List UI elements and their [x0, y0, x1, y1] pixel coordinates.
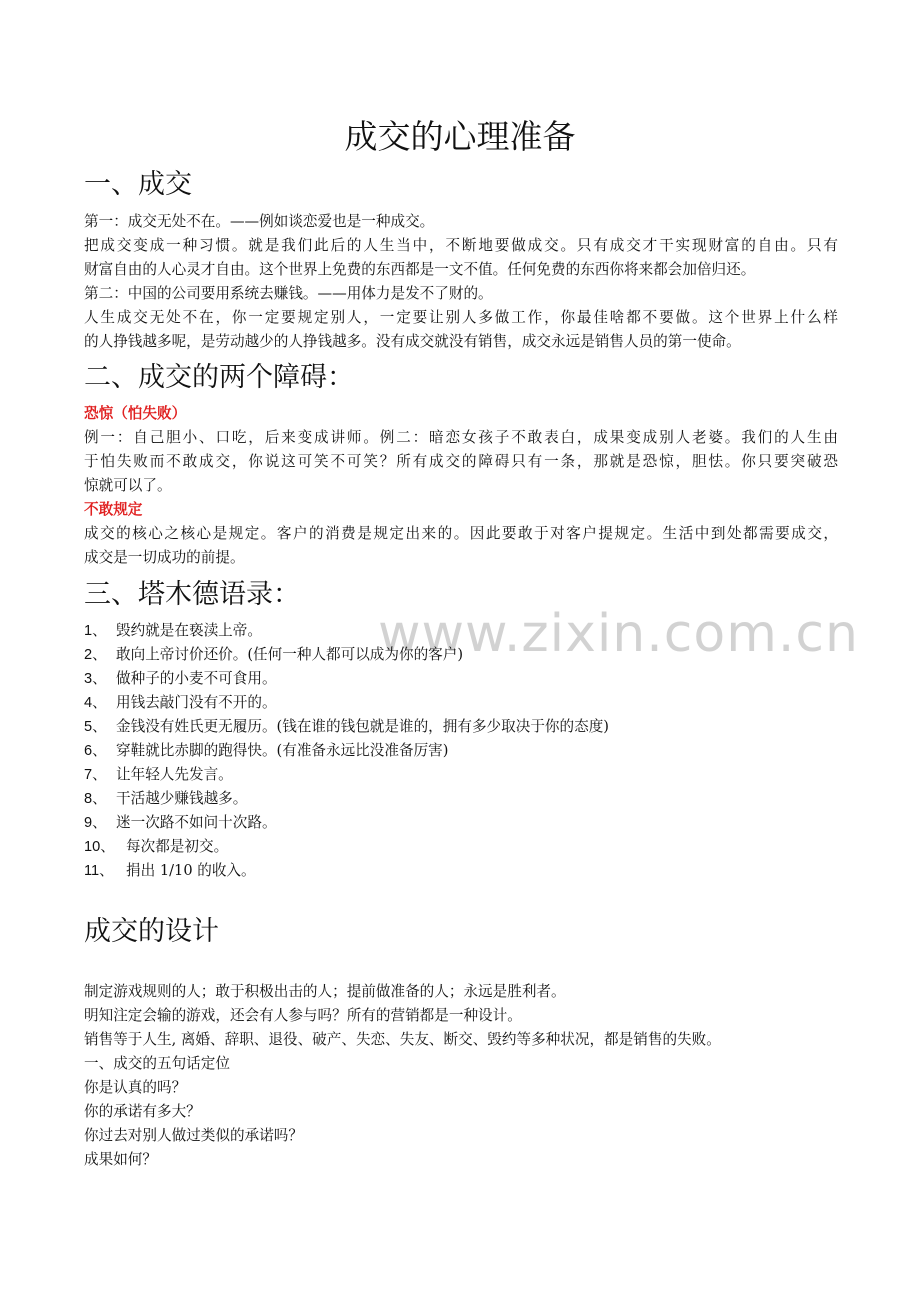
paragraph-line: 你过去对别人做过类似的承诺吗？ [84, 1127, 303, 1144]
section-heading-2: 二、成交的两个障碍： [84, 362, 354, 393]
paragraph-line: 于怕失败而不敢成交，你说这可笑不可笑？所有成交的障碍只有一条，那就是恐惊，胆怯。你只要突破恐 [84, 453, 838, 470]
list-text: 捐出 1/10 的收入。 [126, 862, 256, 879]
subheading-dare-not-require: 不敢规定 [84, 501, 143, 518]
list-number: 2、 [84, 647, 107, 663]
list-text: 让年轻人先发言。 [116, 766, 233, 783]
paragraph-line: 第一：成交无处不在。——例如谈恋爱也是一种成交。 [84, 213, 435, 230]
section-heading-4: 成交的设计 [84, 916, 219, 947]
list-number: 3、 [84, 671, 107, 687]
list-text: 穿鞋就比赤脚的跑得快。(有准备永远比没准备厉害) [116, 742, 449, 759]
paragraph-line: 成交是一切成功的前提。 [84, 549, 245, 566]
paragraph-line: 你的承诺有多大？ [84, 1103, 201, 1120]
list-item [84, 835, 228, 859]
list-text: 做种子的小麦不可食用。 [116, 670, 277, 687]
paragraph-line: 明知注定会输的游戏，还会有人参与吗？所有的营销都是一种设计。 [84, 1007, 522, 1024]
list-number: 9、 [84, 815, 107, 831]
paragraph-line: 成果如何？ [84, 1151, 157, 1168]
list-text: 迷一次路不如问十次路。 [116, 814, 277, 831]
paragraph-line: 的人挣钱越多呢，是劳动越少的人挣钱越多。没有成交就没有销售，成交永远是销售人员的第一使命。 [84, 333, 741, 350]
watermark: www.zixin.com.cn [378, 604, 859, 664]
list-text: 敢向上帝讨价还价。(任何一种人都可以成为你的客户) [116, 646, 464, 663]
list-item [84, 763, 233, 787]
paragraph-line: 你是认真的吗？ [84, 1079, 187, 1096]
list-text: 毁约就是在亵渎上帝。 [116, 622, 262, 639]
section-heading-1: 一、成交 [84, 169, 192, 200]
list-text: 干活越少赚钱越多。 [116, 790, 248, 807]
paragraph-line: 成交的核心之核心是规定。客户的消费是规定出来的。因此要敢于对客户提规定。生活中到处都需要成交， [84, 525, 838, 542]
paragraph-line: 例一：自己胆小、口吃，后来变成讲师。例二：暗恋女孩子不敢表白，成果变成别人老婆。我们的人生由 [84, 429, 838, 446]
list-item [84, 859, 256, 883]
list-item [84, 667, 277, 691]
list-number: 1、 [84, 623, 107, 639]
paragraph-line: 惊就可以了。 [84, 477, 172, 494]
list-text: 每次都是初交。 [126, 838, 229, 855]
list-item [84, 643, 463, 667]
list-number: 11、 [84, 863, 114, 879]
list-item [84, 739, 448, 763]
paragraph-line: 人生成交无处不在，你一定要规定别人，一定要让别人多做工作，你最佳啥都不要做。这个世界上什么样 [84, 309, 838, 326]
list-number: 7、 [84, 767, 107, 783]
subheading-fear: 恐惊（怕失败） [84, 405, 187, 422]
list-text: 金钱没有姓氏更无履历。(钱在谁的钱包就是谁的，拥有多少取决于你的态度) [116, 718, 609, 735]
list-number: 5、 [84, 719, 107, 735]
list-text: 用钱去敲门没有不开的。 [116, 694, 277, 711]
list-number: 6、 [84, 743, 107, 759]
list-number: 8、 [84, 791, 107, 807]
paragraph-line: 第二：中国的公司要用系统去赚钱。——用体力是发不了财的。 [84, 285, 493, 302]
section-heading-3: 三、塔木德语录： [84, 579, 300, 610]
list-item [84, 619, 262, 643]
list-item [84, 715, 609, 739]
paragraph-line: 制定游戏规则的人；敢于积极出击的人；提前做准备的人；永远是胜利者。 [84, 983, 566, 1000]
list-item [84, 787, 247, 811]
paragraph-line: 把成交变成一种习惯。就是我们此后的人生当中，不断地要做成交。只有成交才干实现财富的自由。只有 [84, 237, 838, 254]
paragraph-line: 一、成交的五句话定位 [84, 1055, 230, 1072]
document-title: 成交的心理准备 [344, 117, 576, 156]
list-number: 4、 [84, 695, 107, 711]
list-number: 10、 [84, 839, 115, 855]
list-item [84, 691, 277, 715]
paragraph-line: 财富自由的人心灵才自由。这个世界上免费的东西都是一文不值。任何免费的东西你将来都会加倍归还。 [84, 261, 756, 278]
list-item [84, 811, 277, 835]
paragraph-line: 销售等于人生, 离婚、辞职、退役、破产、失恋、失友、断交、毁约等多种状况，都是销售的失败。 [84, 1031, 721, 1048]
